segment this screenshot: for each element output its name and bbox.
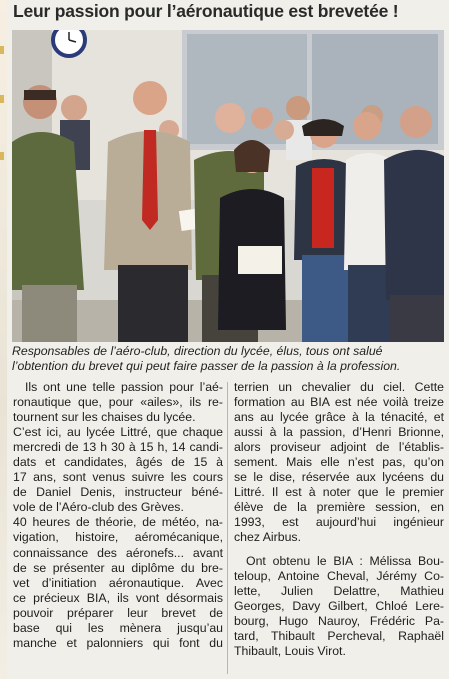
- photo-caption: [12, 344, 444, 374]
- article-paragraph: [234, 380, 444, 546]
- article-paragraph: [234, 554, 444, 659]
- text-line: aussi à la passion, d’Henri Brionne,: [234, 425, 444, 440]
- text-line: Ont obtenu le BIA : Mélissa Bou-: [246, 553, 444, 568]
- group-photo: [12, 30, 444, 342]
- person-back-1: [61, 95, 87, 121]
- text-line: ronautique que, pour «ailes», ils re-: [13, 395, 223, 410]
- text-line: Thibault, Louis Virot.: [234, 643, 346, 658]
- text-line: chez Airbus.: [234, 530, 301, 545]
- article-paragraph: [13, 380, 223, 651]
- text-line: manche et palonniers qui font du: [13, 635, 223, 650]
- text-line: de se présenter au diplôme du bre-: [13, 560, 223, 575]
- text-line: bourg, Hugo Nauroy, Frédéric Pa-: [234, 613, 444, 628]
- text-line: 1993, est aujourd’hui ingénieur: [234, 515, 444, 530]
- text-line: alors proviseur adjoint de l’établis-: [234, 440, 444, 455]
- text-line: ce précieux BIA, ils vont désormais: [13, 590, 223, 605]
- text-line: se le dise, réservée aux lycéens du: [234, 470, 444, 485]
- text-line: élève de la première session, en: [234, 500, 444, 515]
- text-line: base qui les mènera jusqu’au: [13, 620, 223, 635]
- edge-mark: [0, 95, 4, 103]
- person-beige-jacket: [133, 81, 167, 115]
- person-back-4: [286, 96, 310, 120]
- column-divider: [227, 382, 228, 674]
- text-line: lette, Julien Delattre, Mathieu: [234, 583, 444, 598]
- text-line: Ils ont une telle passion pour l’aé-: [25, 380, 223, 394]
- text-line: 40 heures de théorie, de météo, na-: [13, 515, 223, 530]
- text-line: vet d’initiation aéronautique. Avec: [13, 575, 223, 590]
- person-back-3: [251, 107, 273, 129]
- person-right-glasses: [400, 106, 432, 138]
- text-line: teloup, Antoine Cheval, Jérémy Co-: [234, 568, 444, 583]
- caption-line: l’obtention du brevet qui peut faire passer de la passion à la profession.: [12, 359, 401, 373]
- text-line: pouvoir préparer leur brevet de: [13, 605, 223, 620]
- text-line: formation au BIA est née voilà treize: [234, 395, 444, 410]
- text-line: vole de l’Aéro-club des Grèves.: [13, 500, 184, 515]
- group-photo-illustration: [12, 30, 444, 342]
- text-line: terrien un chevalier du ciel. Cette: [234, 380, 444, 394]
- page-edge: [0, 0, 7, 679]
- person-back-6: [274, 120, 294, 140]
- article-column-right: [234, 380, 444, 659]
- edge-mark: [0, 46, 4, 54]
- article-headline: Leur passion pour l’aéronautique est brevetée !: [13, 1, 399, 21]
- text-line: Georges, Davy Gilbert, Chloé Lere-: [234, 598, 444, 613]
- text-line: sement. Mais elle n’est pas, qu’on: [234, 455, 444, 470]
- text-line: dats et candidates, âgés de 15 à: [13, 455, 223, 470]
- text-line: 17 ans, sont venus suivre les cours: [13, 470, 223, 485]
- text-line: ans au lycée grâce à la ténacité, et: [234, 410, 444, 425]
- text-line: tard, Thibault Percheval, Raphaël: [234, 628, 444, 643]
- text-line: connaissance des aéronefs... avant: [13, 545, 223, 560]
- article-column-left: [13, 380, 223, 651]
- edge-mark: [0, 152, 4, 160]
- caption-line: Responsables de l’aéro-club, direction du lycée, élus, tous ont salué: [12, 344, 383, 358]
- text-line: vigation, histoire, aéromécanique,: [13, 530, 223, 545]
- person-grey-hair: [215, 103, 245, 133]
- text-line: C’est ici, au lycée Littré, que chaque: [13, 425, 223, 440]
- person-white-shirt: [353, 112, 381, 140]
- text-line: de Daniel Denis, instructeur béné-: [13, 485, 223, 500]
- diploma-girl: [238, 246, 282, 274]
- text-line: Littré. Il est à noter que le premier: [234, 485, 444, 500]
- text-line: tournent sur les chaises du lycée.: [13, 410, 196, 425]
- text-line: mercredi de 13 h 30 à 15 h, 14 candi-: [13, 440, 223, 455]
